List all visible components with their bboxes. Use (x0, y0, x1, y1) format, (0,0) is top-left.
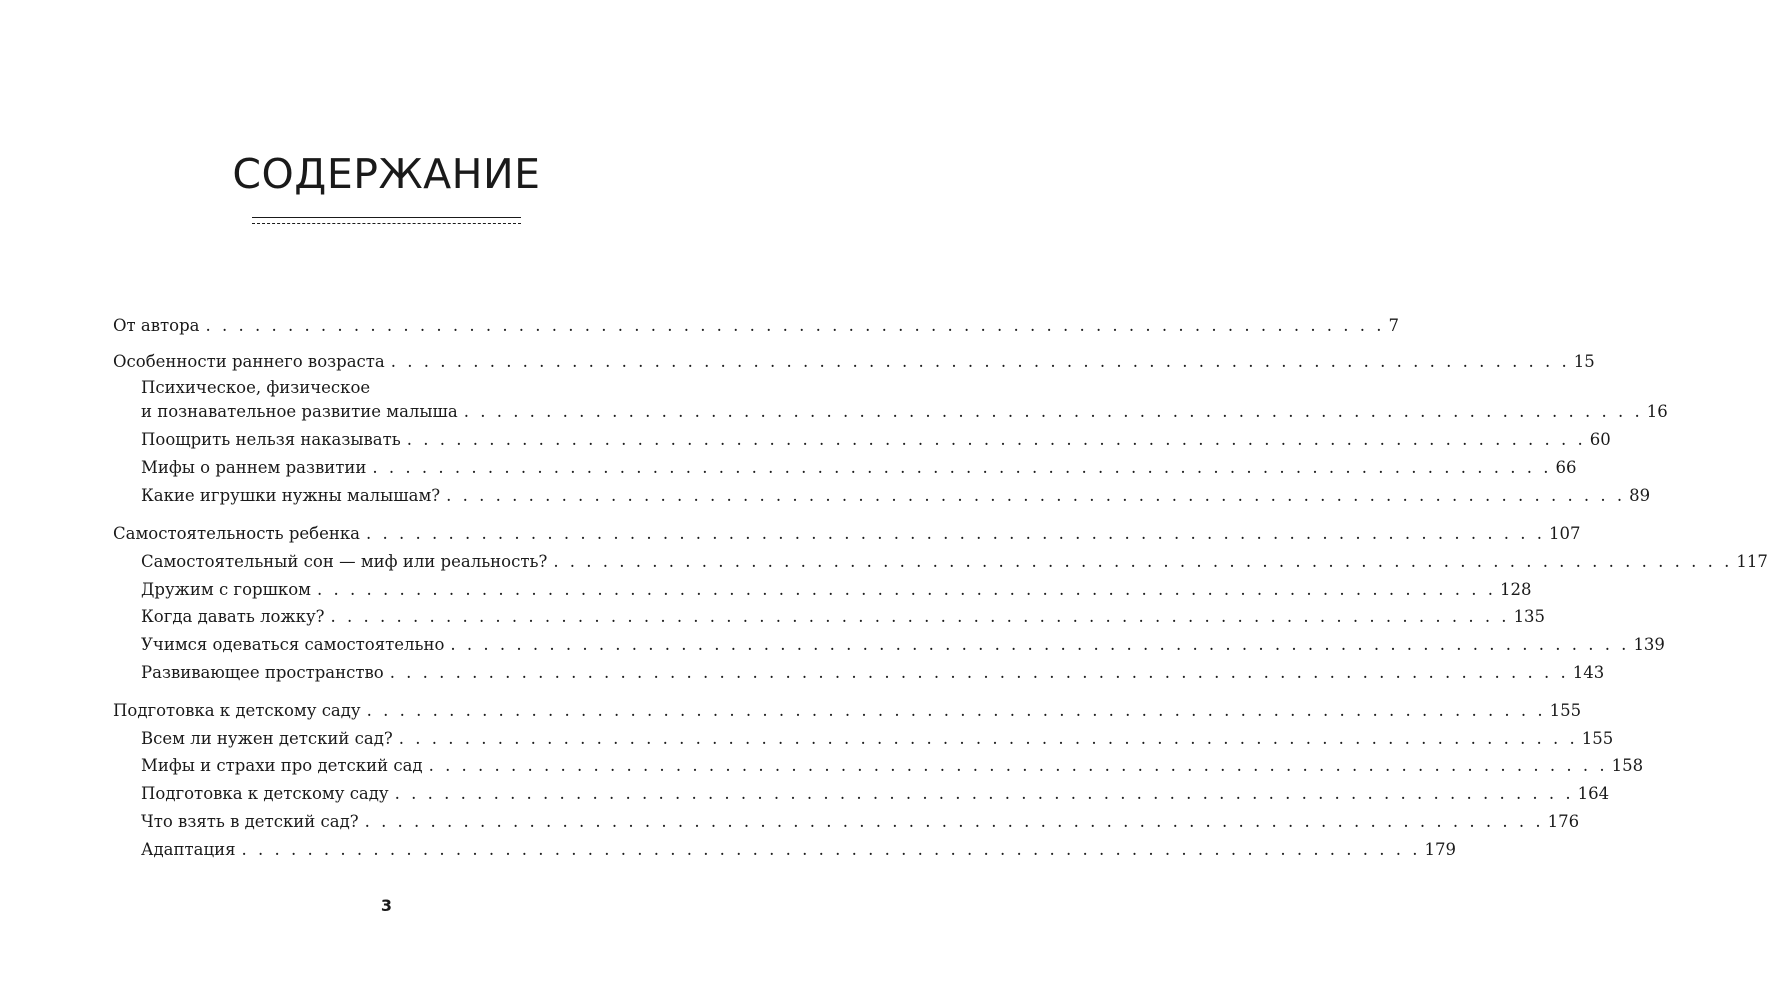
toc-entry-label: Какие игрушки нужны малышам? (141, 486, 441, 505)
toc-entry-page: 179 (1424, 840, 1457, 859)
toc-entry-page: 143 (1572, 663, 1605, 682)
toc-entry-page: 176 (1547, 812, 1580, 831)
page-title: СОДЕРЖАНИЕ (232, 150, 541, 198)
toc-entry-page: 7 (1388, 316, 1400, 335)
toc-entry-label: Мифы и страхи про детский сад (141, 756, 423, 775)
toc-entry-page: 16 (1646, 402, 1668, 421)
dot-leader: . . . . . . . . . . . . . . . . . . . . . . . . . . . . . . . . . . . . . . . . . . . . . . . . . . . . . . . . . . . . . . . . . . . . . . . . (428, 756, 1608, 775)
dot-leader: . . . . . . . . . . . . . . . . . . . . . . . . . . . . . . . . . . . . . . . . . . . . . . . . . . . . . . . . . . . . . . . . . . . . . . . . (406, 430, 1586, 449)
toc-entry[interactable] (141, 548, 1768, 572)
dot-leader: . . . . . . . . . . . . . . . . . . . . . . . . . . . . . . . . . . . . . . . . . . . . . . . . . . . . . . . . . . . . . . . . . . . . . . . . (366, 701, 1546, 720)
toc-entry[interactable] (141, 752, 1644, 776)
dot-leader: . . . . . . . . . . . . . . . . . . . . . . . . . . . . . . . . . . . . . . . . . . . . . . . . . . . . . . . . . . . . . . . . . . . . . . . . (394, 784, 1574, 803)
title-underline-solid (252, 217, 521, 218)
toc-entry-label: Мифы о раннем развитии (141, 458, 367, 477)
toc-entry-label: Подготовка к детскому саду (113, 701, 361, 720)
toc-entry-label: Самостоятельность ребенка (113, 524, 361, 543)
toc-entry-page: 117 (1736, 552, 1768, 571)
page-number: 3 (380, 896, 393, 915)
toc-entry-label: Дружим с горшком (141, 580, 311, 599)
toc-entry-label: От автора (113, 316, 200, 335)
toc-entry-page: 139 (1633, 635, 1665, 654)
dot-leader: . . . . . . . . . . . . . . . . . . . . . . . . . . . . . . . . . . . . . . . . . . . . . . . . . . . . . . . . . . . . . . . . . . . . . . . . (446, 486, 1626, 505)
toc-entry-label: Развивающее пространство (141, 663, 384, 682)
dot-leader: . . . . . . . . . . . . . . . . . . . . . . . . . . . . . . . . . . . . . . . . . . . . . . . . . . . . . . . . . . . . . . . . . . . . . . . . (241, 840, 1421, 859)
toc-entry[interactable] (141, 780, 1610, 804)
toc-entry-page: 155 (1581, 729, 1614, 748)
toc-entry[interactable] (113, 348, 1595, 372)
toc-entry-label: и познавательное развитие малыша (141, 402, 458, 421)
toc-entry-label: Самостоятельный сон — миф или реальность? (141, 552, 548, 571)
dot-leader: . . . . . . . . . . . . . . . . . . . . . . . . . . . . . . . . . . . . . . . . . . . . . . . . . . . . . . . . . . . . . . . . . . . . . . . . (205, 316, 1385, 335)
toc-entry-page: 164 (1577, 784, 1610, 803)
toc-entry-label: Особенности раннего возраста (113, 352, 385, 371)
toc-entry[interactable] (113, 697, 1582, 721)
toc-entry-page: 89 (1629, 486, 1651, 505)
toc-entry[interactable] (141, 725, 1614, 749)
dot-leader: . . . . . . . . . . . . . . . . . . . . . . . . . . . . . . . . . . . . . . . . . . . . . . . . . . . . . . . . . . . . . . . . . . . . . . . . (389, 663, 1569, 682)
toc-entry-label: Учимся одеваться самостоятельно (141, 635, 445, 654)
title-underline-dashed (252, 223, 521, 224)
toc-entry-page: 158 (1611, 756, 1644, 775)
toc-entry-label: Всем ли нужен детский сад? (141, 729, 393, 748)
toc-entry-label: Что взять в детский сад? (141, 812, 359, 831)
toc-entry-page: 60 (1589, 430, 1611, 449)
toc-entry[interactable] (141, 426, 1611, 450)
toc-entry-page: 155 (1549, 701, 1582, 720)
toc-entry[interactable] (141, 576, 1532, 600)
dot-leader: . . . . . . . . . . . . . . . . . . . . . . . . . . . . . . . . . . . . . . . . . . . . . . . . . . . . . . . . . . . . . . . . . . . . . . . . (366, 524, 1546, 543)
dot-leader: . . . . . . . . . . . . . . . . . . . . . . . . . . . . . . . . . . . . . . . . . . . . . . . . . . . . . . . . . . . . . . . . . . . . . . . . (390, 352, 1570, 371)
toc-entry-page: 107 (1549, 524, 1581, 543)
dot-leader: . . . . . . . . . . . . . . . . . . . . . . . . . . . . . . . . . . . . . . . . . . . . . . . . . . . . . . . . . . . . . . . . . . . . . . . . (372, 458, 1552, 477)
toc-entry[interactable] (141, 808, 1580, 832)
toc-entry-page: 135 (1513, 607, 1546, 626)
toc-entry-label: Адаптация (141, 840, 236, 859)
toc-entry[interactable] (141, 482, 1651, 506)
dot-leader: . . . . . . . . . . . . . . . . . . . . . . . . . . . . . . . . . . . . . . . . . . . . . . . . . . . . . . . . . . . . . . . . . . . . . . . . (317, 580, 1497, 599)
toc-entry-page: 66 (1555, 458, 1577, 477)
toc-entry-page: 15 (1573, 352, 1595, 371)
toc-entry-label: Когда давать ложку? (141, 607, 325, 626)
toc-entry[interactable] (141, 631, 1665, 655)
toc-entry-label-line1: Психическое, физическое (141, 378, 371, 397)
toc-entry[interactable] (141, 836, 1457, 860)
toc-entry[interactable] (113, 520, 1581, 544)
dot-leader: . . . . . . . . . . . . . . . . . . . . . . . . . . . . . . . . . . . . . . . . . . . . . . . . . . . . . . . . . . . . . . . . . . . . . . . . (398, 729, 1578, 748)
toc-entry[interactable] (113, 312, 1400, 336)
toc-entry-label: Подготовка к детскому саду (141, 784, 389, 803)
toc-entry[interactable] (141, 659, 1605, 683)
toc-entry[interactable] (141, 454, 1577, 478)
dot-leader: . . . . . . . . . . . . . . . . . . . . . . . . . . . . . . . . . . . . . . . . . . . . . . . . . . . . . . . . . . . . . . . . . . . . . . . . (553, 552, 1733, 571)
dot-leader: . . . . . . . . . . . . . . . . . . . . . . . . . . . . . . . . . . . . . . . . . . . . . . . . . . . . . . . . . . . . . . . . . . . . . . . . (463, 402, 1643, 421)
dot-leader: . . . . . . . . . . . . . . . . . . . . . . . . . . . . . . . . . . . . . . . . . . . . . . . . . . . . . . . . . . . . . . . . . . . . . . . . (450, 635, 1630, 654)
toc-entry-page: 128 (1500, 580, 1532, 599)
dot-leader: . . . . . . . . . . . . . . . . . . . . . . . . . . . . . . . . . . . . . . . . . . . . . . . . . . . . . . . . . . . . . . . . . . . . . . . . (364, 812, 1544, 831)
toc-entry[interactable] (141, 603, 1546, 627)
toc-entry-label: Поощрить нельзя наказывать (141, 430, 401, 449)
toc-entry[interactable] (141, 398, 1668, 422)
dot-leader: . . . . . . . . . . . . . . . . . . . . . . . . . . . . . . . . . . . . . . . . . . . . . . . . . . . . . . . . . . . . . . . . . . . . . . . . (330, 607, 1510, 626)
